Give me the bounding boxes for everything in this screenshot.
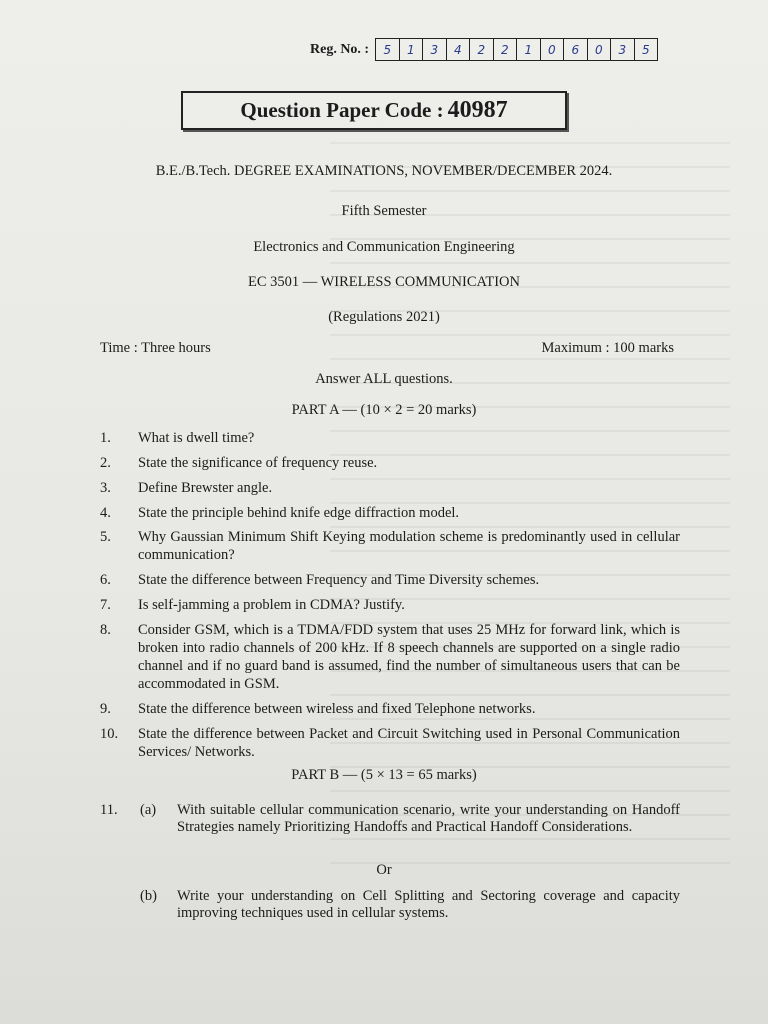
question-number: 7.	[100, 597, 111, 613]
question-text: State the difference between Frequency and Time Diversity schemes.	[138, 572, 540, 588]
code-number: 40987	[447, 97, 508, 123]
question-number: 6.	[100, 572, 111, 588]
reg-digit: 3	[611, 39, 635, 60]
question-number: 3.	[100, 480, 111, 496]
code-label: Question Paper Code :	[240, 98, 444, 122]
question-number: 8.	[100, 622, 111, 638]
reg-digit: 4	[447, 39, 471, 60]
question-text: State the difference between wireless and fixed Telephone networks.	[138, 701, 536, 717]
question-text: With suitable cellular communication scenario, write your understanding on Handoff Strategies namely Prioritizing Handoffs and Practical Handoff Considerations.	[177, 802, 680, 835]
reg-digit: 2	[470, 39, 494, 60]
instruction: Answer ALL questions.	[315, 371, 453, 387]
or-separator: Or	[376, 862, 392, 878]
register-number	[310, 38, 658, 61]
reg-digit: 6	[564, 39, 588, 60]
question-text: State the principle behind knife edge diffraction model.	[138, 505, 460, 521]
reg-digit: 2	[494, 39, 518, 60]
question-number: 11.	[100, 802, 118, 818]
question-text: What is dwell time?	[138, 430, 255, 446]
question-text: Why Gaussian Minimum Shift Keying modulation scheme is predominantly used in cellular communication?	[138, 529, 680, 563]
reg-digit: 0	[588, 39, 612, 60]
exam-title: B.E./B.Tech. DEGREE EXAMINATIONS, NOVEMBER/DECEMBER 2024.	[155, 163, 613, 179]
time: Time : Three hours	[100, 340, 211, 356]
regulations: (Regulations 2021)	[328, 309, 440, 325]
reg-digit: 3	[423, 39, 447, 60]
question-part: (a)	[140, 802, 157, 818]
semester: Fifth Semester	[341, 203, 427, 219]
reg-digit: 0	[541, 39, 565, 60]
part-a-title: PART A — (10 × 2 = 20 marks)	[291, 402, 477, 418]
question-paper-code	[181, 91, 567, 130]
subject: EC 3501 — WIRELESS COMMUNICATION	[247, 274, 521, 290]
question-part: (b)	[140, 888, 157, 904]
question-text: State the significance of frequency reuse.	[138, 455, 378, 471]
part-b-title: PART B — (5 × 13 = 65 marks)	[291, 767, 477, 783]
reg-digit: 5	[642, 42, 650, 57]
question-text: Is self-jamming a problem in CDMA? Justify.	[138, 597, 405, 613]
department: Electronics and Communication Engineering	[253, 239, 515, 255]
question-number: 10.	[100, 726, 119, 742]
question-number: 4.	[100, 505, 111, 521]
max-marks: Maximum : 100 marks	[541, 340, 674, 356]
question-number: 1.	[100, 430, 111, 446]
reg-label: Reg. No. :	[310, 41, 370, 57]
question-text: Consider GSM, which is a TDMA/FDD system that uses 25 MHz for forward link, which is broken into radio channels of 200 kHz. If 8 speech channels are supported on a single radio channel and if no guard band is assumed, find the number of simultaneous users that can be accommodated in GSM.	[138, 622, 680, 692]
reg-digit: 5	[376, 39, 400, 60]
question-text: State the difference between Packet and Circuit Switching used in Personal Communication Services/ Networks.	[138, 726, 680, 760]
reg-digit: 1	[400, 39, 424, 60]
question-number: 5.	[100, 529, 111, 545]
question-number: 2.	[100, 455, 111, 471]
question-text: Define Brewster angle.	[138, 480, 273, 496]
reg-digit: 1	[517, 39, 541, 60]
question-number: 9.	[100, 701, 111, 717]
reg-boxes	[375, 38, 658, 61]
question-text: Write your understanding on Cell Splitting and Sectoring coverage and capacity improving techniques used in cellular systems.	[177, 888, 680, 921]
